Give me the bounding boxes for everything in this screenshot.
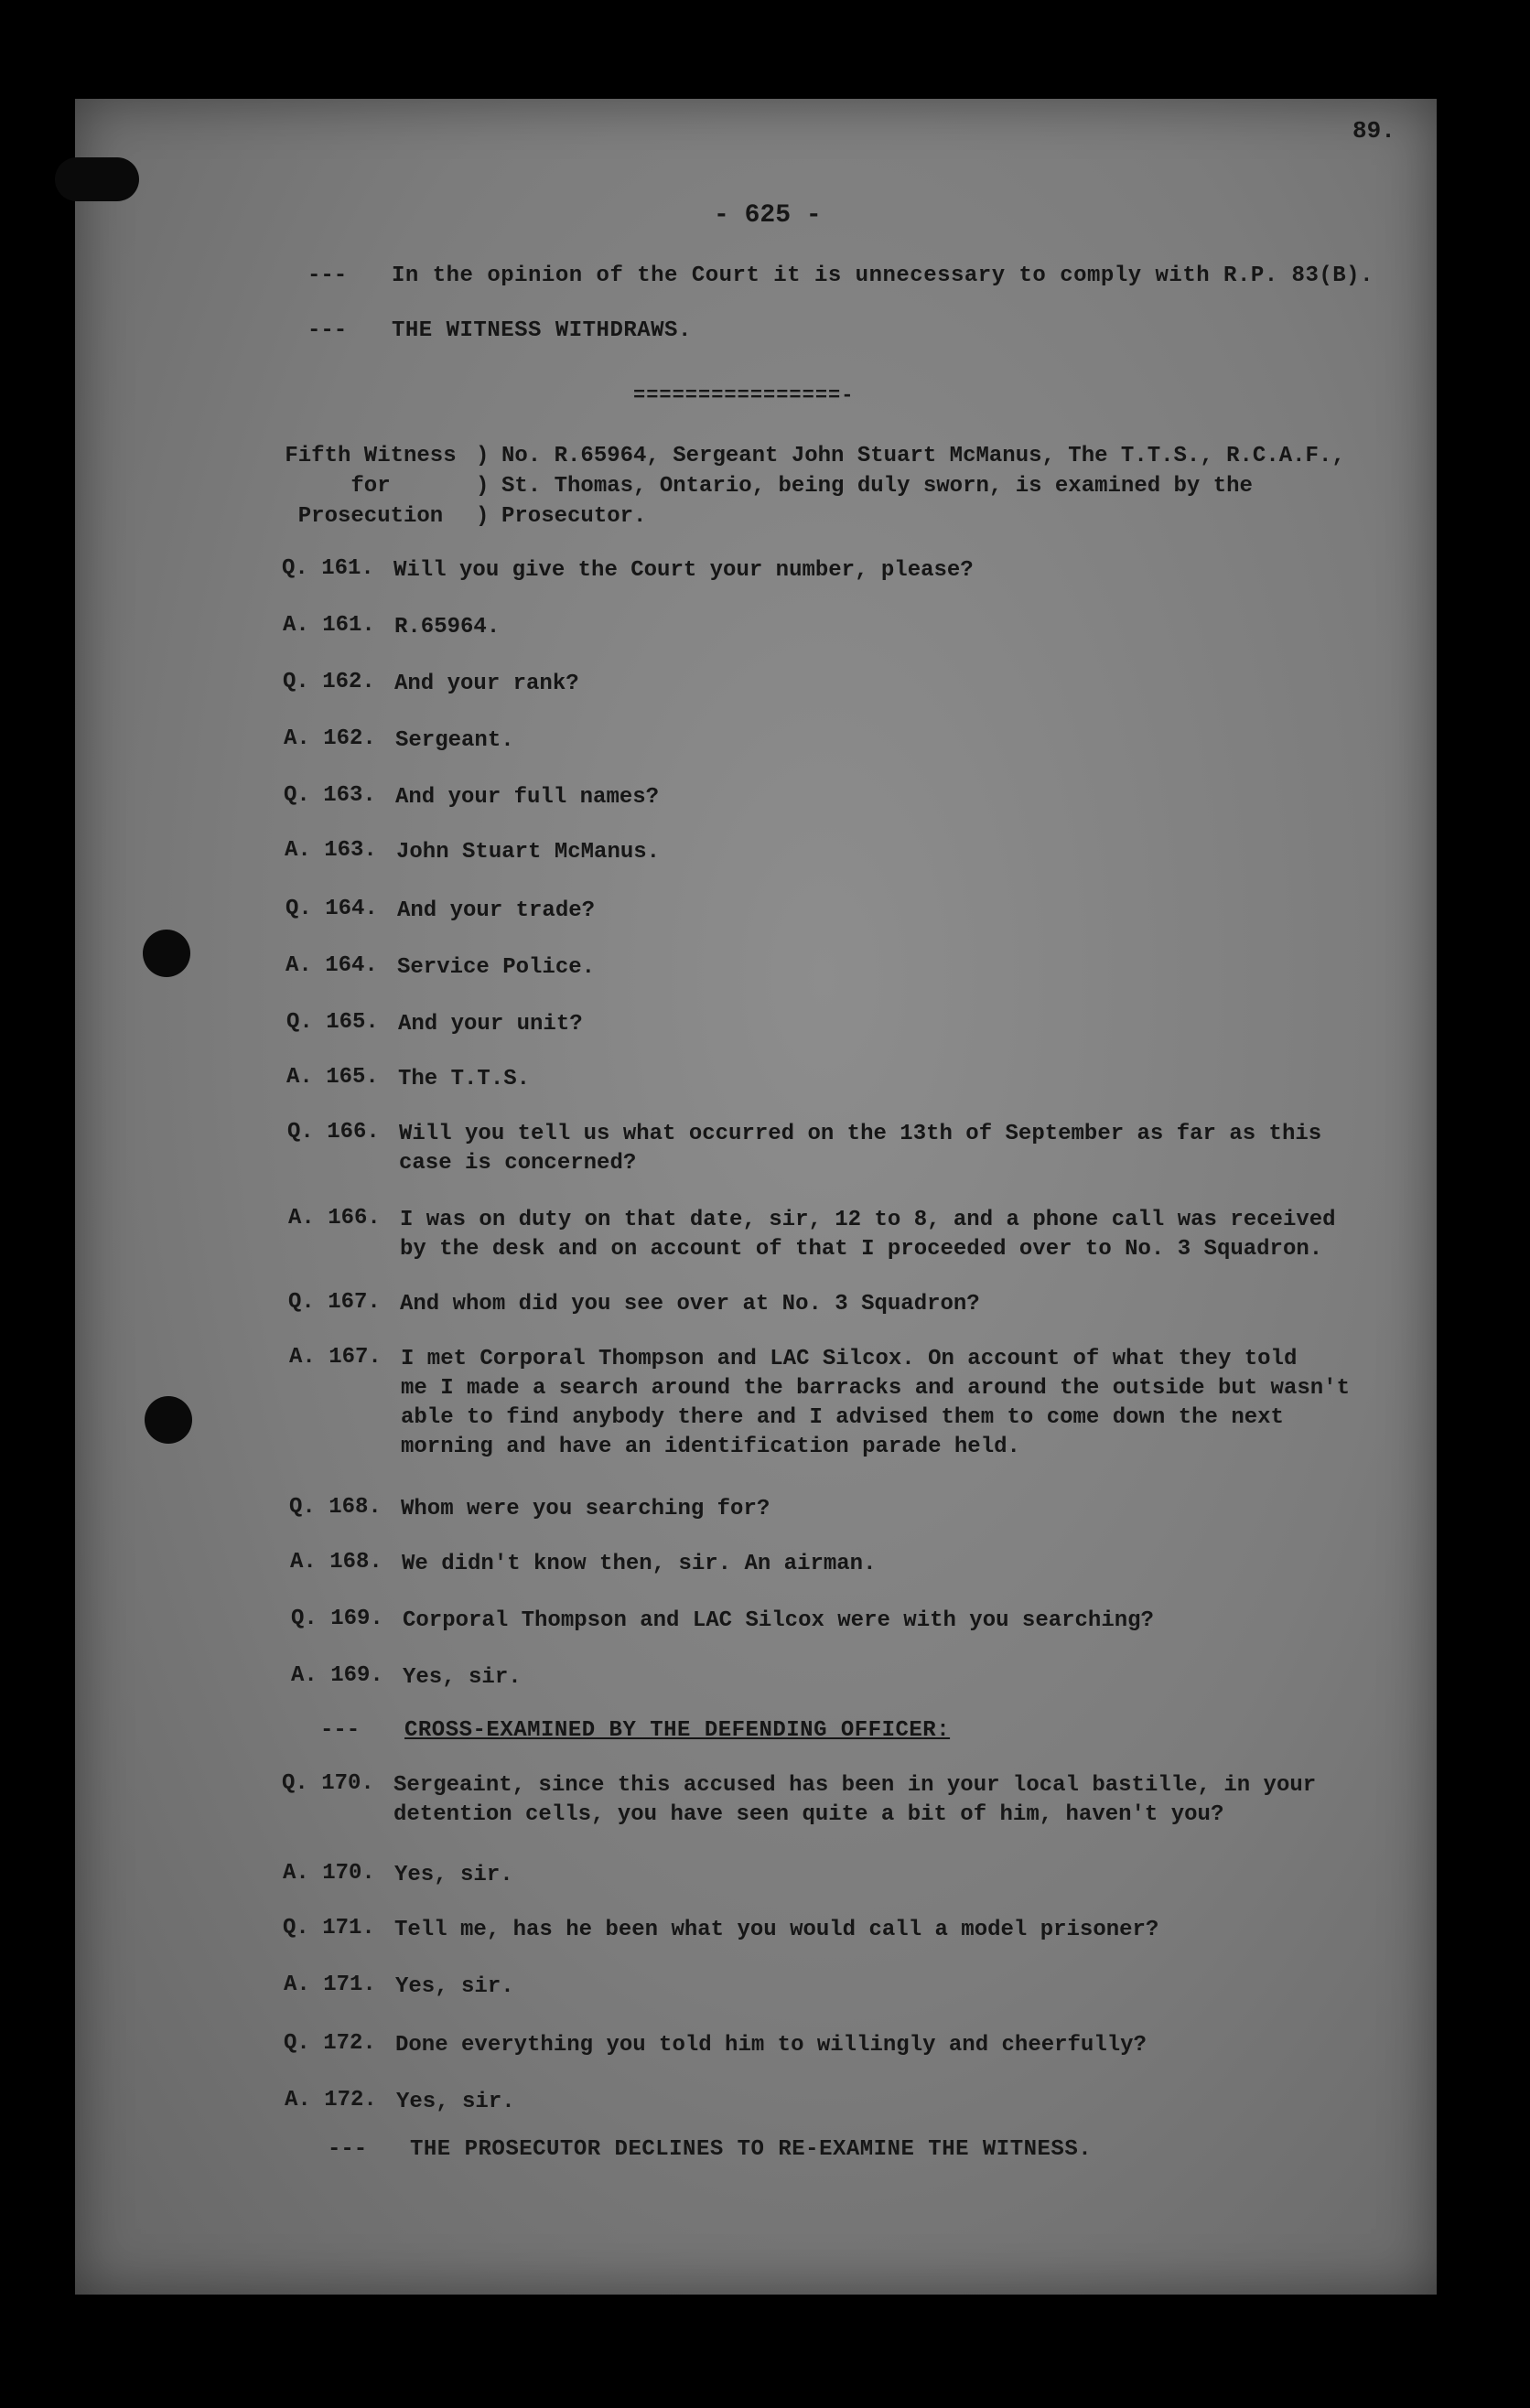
qa-text <box>401 1345 1435 1462</box>
qa-text <box>393 556 1428 586</box>
witness-label-line: Prosecution <box>297 504 444 529</box>
qa-text <box>403 1663 1437 1693</box>
qa-text-line: Yes, sir. <box>396 2090 515 2114</box>
qa-text-line: And your full names? <box>395 785 660 810</box>
dash-marker: --- <box>320 1718 361 1743</box>
qa-text-line: Service Police. <box>397 955 596 980</box>
qa-text <box>396 2088 1430 2117</box>
qa-text-line: morning and have an identification parade held. <box>401 1435 1020 1459</box>
qa-number: A. 167. <box>289 1345 382 1370</box>
qa-text-line: And your rank? <box>394 672 579 696</box>
witness-withdraws-line: THE WITNESS WITHDRAWS. <box>392 318 692 343</box>
qa-number: A. 164. <box>286 953 378 978</box>
qa-text-line: Whom were you searching for? <box>401 1497 770 1521</box>
qa-number: Q. 169. <box>291 1607 383 1631</box>
cross-examination-heading: CROSS-EXAMINED BY THE DEFENDING OFFICER: <box>404 1718 951 1743</box>
qa-text <box>394 670 1428 699</box>
court-opinion-line: In the opinion of the Court it is unnecessary to comply with R.P. 83(B). <box>392 263 1374 288</box>
brace: ) <box>476 444 490 468</box>
witness-label <box>275 441 467 532</box>
qa-text-line: Tell me, has he been what you would call a model prisoner? <box>394 1918 1159 1942</box>
witness-intro-line: Prosecutor. <box>501 504 647 529</box>
qa-text <box>393 1771 1428 1830</box>
closing-line: THE PROSECUTOR DECLINES TO RE-EXAMINE THE WITNESS. <box>410 2137 1093 2162</box>
qa-text-line: me I made a search around the barracks and around the outside but wasn't <box>401 1376 1350 1401</box>
ink-blot <box>55 157 139 201</box>
qa-number: A. 166. <box>288 1206 381 1231</box>
qa-number: A. 171. <box>284 1973 376 1997</box>
qa-text <box>400 1290 1434 1319</box>
witness-intro-line: St. Thomas, Ontario, being duly sworn, is examined by the <box>501 474 1253 499</box>
punch-hole <box>143 930 190 977</box>
qa-number: Q. 172. <box>284 2031 376 2056</box>
witness-label-line: for <box>350 474 391 499</box>
qa-text-line: John Stuart McManus. <box>396 840 661 865</box>
qa-text <box>395 2031 1429 2060</box>
dash-marker: --- <box>307 263 348 288</box>
qa-number: A. 162. <box>284 726 376 751</box>
qa-text <box>395 726 1429 756</box>
witness-label-line: Fifth Witness <box>285 444 457 468</box>
qa-number: A. 169. <box>291 1663 383 1688</box>
qa-text-line: And whom did you see over at No. 3 Squadron? <box>400 1292 980 1317</box>
qa-number: Q. 164. <box>286 897 378 921</box>
qa-number: Q. 165. <box>286 1010 379 1035</box>
witness-braces <box>476 441 489 532</box>
qa-text <box>395 783 1429 812</box>
qa-number: Q. 171. <box>283 1916 375 1940</box>
brace: ) <box>476 504 490 529</box>
qa-text-line: R.65964. <box>394 615 501 640</box>
qa-text <box>402 1550 1436 1579</box>
qa-number: A. 163. <box>285 838 377 863</box>
qa-text-line: Yes, sir. <box>395 1974 514 1999</box>
page-number: 89. <box>1352 117 1395 145</box>
qa-text-line: able to find anybody there and I advised them to come down the next <box>401 1405 1284 1430</box>
qa-number: Q. 166. <box>287 1120 380 1145</box>
qa-text-line: Corporal Thompson and LAC Silcox were with you searching? <box>403 1608 1154 1633</box>
qa-number: A. 165. <box>286 1065 379 1090</box>
qa-text-line: by the desk and on account of that I proceeded over to No. 3 Squadron. <box>400 1237 1323 1262</box>
dash-marker: --- <box>307 318 348 343</box>
qa-text <box>400 1206 1434 1264</box>
document-page <box>75 99 1437 2295</box>
qa-number: A. 168. <box>290 1550 382 1575</box>
qa-text-line: The T.T.S. <box>398 1067 531 1091</box>
qa-text-line: And your unit? <box>398 1012 583 1037</box>
qa-text-line: And your trade? <box>397 898 596 923</box>
qa-text-line: I met Corporal Thompson and LAC Silcox. On account of what they told <box>401 1347 1298 1371</box>
dash-marker: --- <box>328 2137 368 2162</box>
qa-text-line: Yes, sir. <box>403 1665 522 1690</box>
qa-text <box>396 838 1430 867</box>
qa-number: Q. 168. <box>289 1495 382 1520</box>
qa-text <box>394 613 1428 642</box>
qa-text-line: Sergeaint, since this accused has been in your local bastille, in your <box>393 1773 1317 1798</box>
qa-number: A. 170. <box>283 1861 375 1886</box>
qa-text-line: Yes, sir. <box>394 1863 513 1887</box>
qa-number: Q. 170. <box>282 1771 374 1796</box>
qa-text <box>395 1973 1429 2002</box>
qa-number: Q. 167. <box>288 1290 381 1315</box>
qa-text <box>397 897 1431 926</box>
qa-text <box>397 953 1431 983</box>
qa-number: Q. 161. <box>282 556 374 581</box>
qa-text <box>403 1607 1437 1636</box>
qa-text-line: detention cells, you have seen quite a bit of him, haven't you? <box>393 1802 1224 1827</box>
page-header: - 625 - <box>714 201 822 230</box>
qa-number: Q. 163. <box>284 783 376 808</box>
qa-text <box>398 1065 1432 1094</box>
qa-text <box>399 1120 1433 1178</box>
qa-text-line: Will you give the Court your number, please? <box>393 558 974 583</box>
qa-text-line: Done everything you told him to willingly and cheerfully? <box>395 2033 1147 2058</box>
qa-text <box>398 1010 1432 1039</box>
witness-intro-line: No. R.65964, Sergeant John Stuart McManus, The T.T.S., R.C.A.F., <box>501 444 1345 468</box>
qa-text-line: case is concerned? <box>399 1151 637 1176</box>
qa-number: Q. 162. <box>283 670 375 694</box>
qa-text-line: Sergeant. <box>395 728 514 753</box>
witness-intro-text <box>501 441 1426 532</box>
qa-number: A. 161. <box>283 613 375 638</box>
qa-text <box>401 1495 1435 1524</box>
qa-text-line: Will you tell us what occurred on the 13th of September as far as this <box>399 1122 1322 1146</box>
qa-number: A. 172. <box>285 2088 377 2112</box>
qa-text <box>394 1861 1428 1890</box>
punch-hole <box>145 1396 192 1444</box>
brace: ) <box>476 474 490 499</box>
qa-text-line: We didn't know then, sir. An airman. <box>402 1552 877 1576</box>
qa-text-line: I was on duty on that date, sir, 12 to 8, and a phone call was received <box>400 1208 1336 1232</box>
qa-text <box>394 1916 1428 1945</box>
separator-line: ================- <box>633 384 855 407</box>
